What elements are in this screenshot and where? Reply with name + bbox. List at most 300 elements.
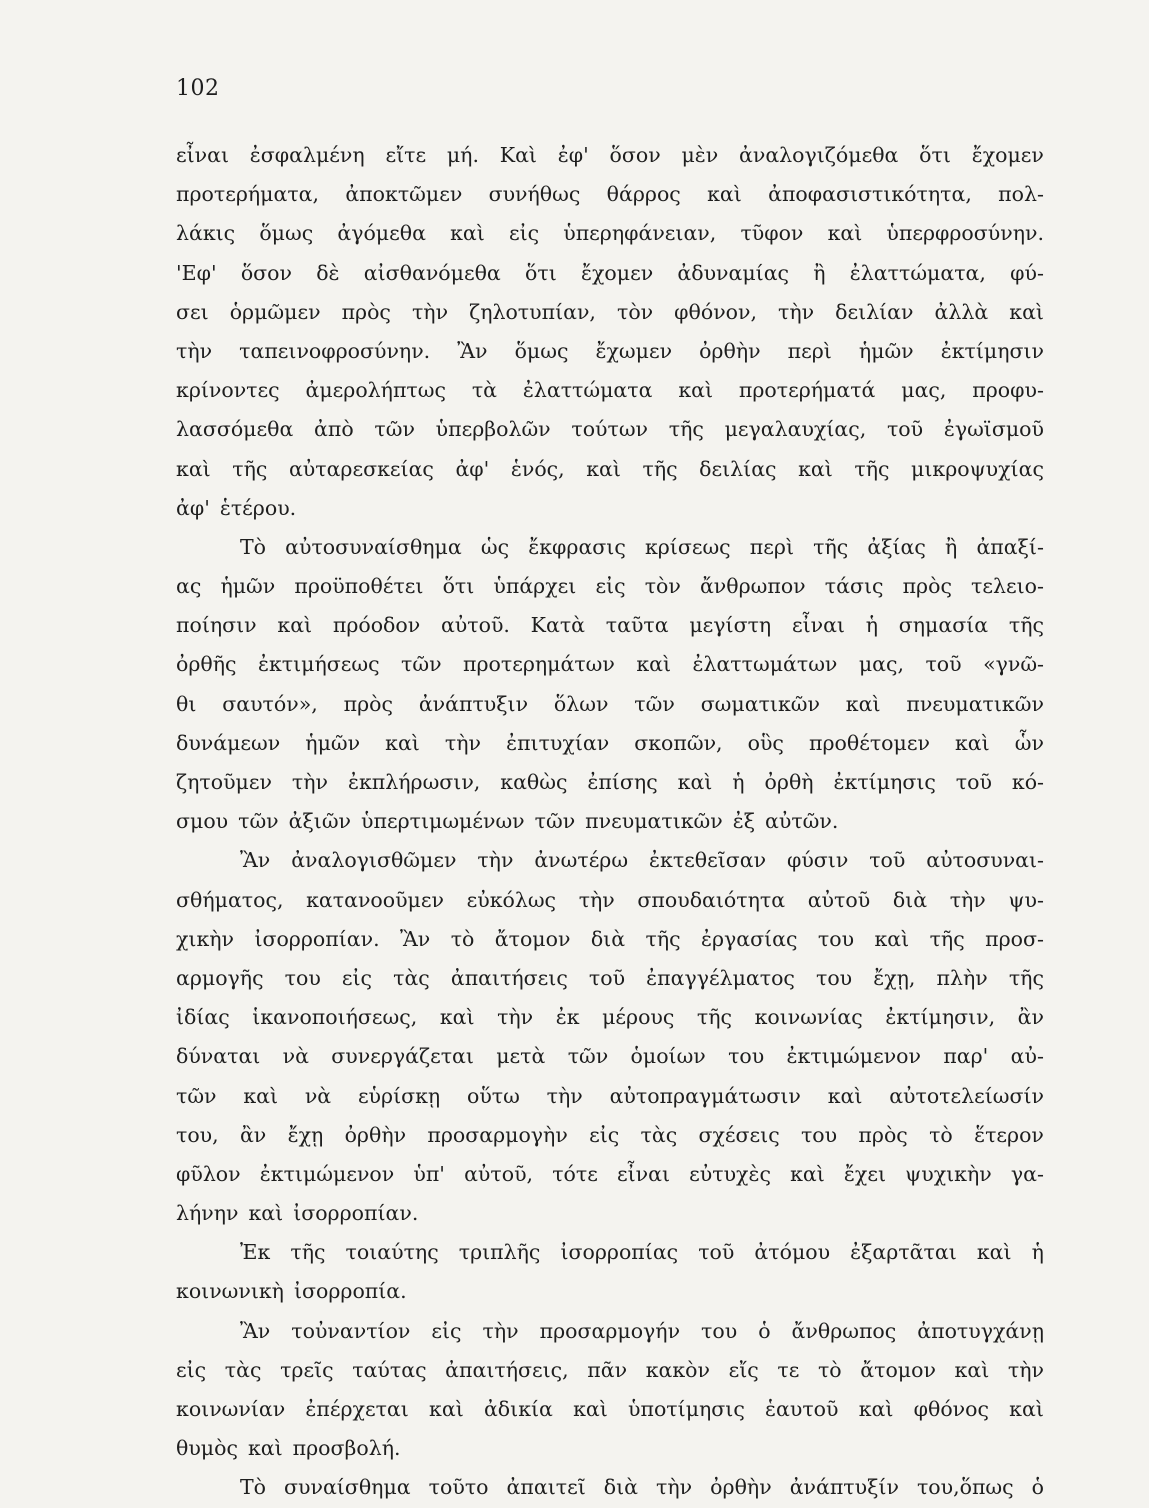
text-line (176, 1429, 1044, 1468)
page-number: 102 (176, 76, 220, 101)
word: ἔχομεν (580, 260, 654, 285)
word: τὴν (176, 338, 213, 363)
word: τὸ (929, 1122, 953, 1147)
word: γα- (1010, 1161, 1044, 1186)
word: τὸ (817, 1357, 842, 1382)
word: καὶ (176, 456, 211, 481)
text-line (176, 685, 1044, 724)
word: ἡμῶν (858, 338, 914, 363)
word: καὶ (247, 1436, 283, 1461)
word: συνήθως (488, 182, 581, 207)
text-line (176, 175, 1044, 214)
word: δειλίαν (835, 299, 914, 324)
text-line (176, 567, 1044, 606)
word: ἔχει (843, 1161, 887, 1186)
word: φθόνον, (674, 299, 757, 324)
word: μικροψυχίας (911, 456, 1044, 481)
word: ἐκτίμησις (833, 770, 936, 794)
word: τὸν (644, 574, 681, 599)
word: πλὴν (936, 965, 988, 990)
word: φῦλον (176, 1161, 241, 1186)
word: τὰς (224, 1357, 262, 1382)
word: τῆς (645, 926, 681, 951)
word: ἐπέρχεται (305, 1397, 409, 1421)
word: τῆς (290, 1240, 326, 1265)
word: τριπλῆς (458, 1240, 541, 1265)
word: ἐργασίας (701, 926, 798, 951)
text-line (176, 1155, 1044, 1194)
word: πρὸς (341, 299, 391, 324)
word: καὶ (954, 1357, 990, 1382)
word: ἐκτίμησιν, (885, 1005, 996, 1030)
word: αὐτοῦ (807, 887, 871, 912)
word: δυνάμεων (176, 730, 281, 755)
text-line (176, 528, 1044, 567)
word: ἡ (732, 770, 745, 794)
word: νὰ (304, 1083, 332, 1108)
word: αρμογῆς (176, 965, 264, 990)
word: κό- (1011, 770, 1044, 794)
word: εἴς (728, 1357, 759, 1382)
word: καὶ (954, 730, 990, 755)
word: ἐλαττωμάτων (692, 652, 838, 677)
word: φθόνος (913, 1397, 989, 1421)
word: θάρρος (606, 182, 681, 207)
word: εἰς (589, 1122, 620, 1147)
word: εἰς (341, 965, 373, 990)
word: ἐκτιμήσεως (257, 652, 380, 677)
word: σπουδαιότητα (637, 887, 786, 912)
word: εὐτυχὲς (689, 1161, 771, 1186)
word: τῶν (176, 1083, 217, 1108)
word: ὁ (1031, 1475, 1044, 1500)
word: ἐσφαλμένη (249, 143, 365, 167)
word: του, (176, 1122, 219, 1147)
word: τοῦτο (428, 1475, 489, 1500)
word: προθέτομεν (808, 730, 930, 755)
word: τὴν (497, 1005, 534, 1030)
word: «γνῶ- (983, 652, 1044, 677)
word: αὐτοτελείωσίν (889, 1083, 1044, 1108)
word: παρ' (943, 1044, 989, 1069)
word: κατανοοῦμεν (306, 887, 444, 912)
word: συνεργάζεται (331, 1044, 474, 1069)
text-line (176, 1390, 1044, 1429)
word: τῶν (534, 809, 576, 834)
word: προτερημάτων (463, 652, 615, 677)
word: συναίσθημα (284, 1475, 411, 1500)
word: αἰσθανόμεθα (363, 260, 501, 285)
word: Τὸ (240, 534, 267, 559)
word: τῶν (401, 652, 442, 677)
text-line (176, 1077, 1044, 1116)
word: ἐλαττώματα, (849, 260, 986, 285)
word: τὴν (411, 299, 449, 324)
text-line (176, 998, 1044, 1037)
word: ἕτερον (974, 1122, 1044, 1147)
word: οὓς (747, 730, 784, 755)
word: ἀνωτέρω (534, 848, 629, 873)
word: μὲν (681, 143, 719, 167)
word: ἐκτιμώμενον (259, 1161, 395, 1186)
word: ὅτι (919, 143, 951, 167)
word: ἔχομεν (971, 143, 1044, 167)
word: ἐκτιμώμενον (786, 1044, 921, 1069)
word: ψυ- (1008, 887, 1044, 912)
word: ὀρθὴν (344, 1122, 407, 1147)
text-line (176, 450, 1044, 489)
word: Ἂν (240, 1318, 271, 1343)
word: καὶ (439, 1005, 475, 1030)
text-line (176, 959, 1044, 998)
word: καὶ (677, 770, 713, 794)
word: ἰδίας (176, 1005, 230, 1030)
word: ἡμῶν (220, 574, 276, 599)
word: καὶ (678, 378, 714, 403)
word: ἄνθρωπος (791, 1318, 897, 1343)
word: θι (176, 691, 197, 716)
word: ὀρθῆς (176, 652, 237, 677)
word: ἀδικία (483, 1397, 553, 1421)
word: τρεῖς (280, 1357, 334, 1382)
word: Ἂν (400, 926, 431, 951)
word: ὑποτίμησις (628, 1397, 745, 1421)
text-line (176, 371, 1044, 410)
word: τε (777, 1357, 800, 1382)
word: περὶ (749, 534, 794, 559)
word: μέρους (602, 1005, 675, 1030)
word: ὡς (480, 534, 510, 559)
word: ἀποτυγχάνῃ (917, 1318, 1044, 1343)
text-line (176, 410, 1044, 449)
word: προφυ- (972, 378, 1044, 403)
word: σωματικῶν (700, 691, 820, 716)
word: Τὸ (240, 1475, 267, 1500)
word: σθήματος, (176, 887, 284, 912)
word: μας, (901, 378, 947, 403)
word: ὅτι (442, 574, 475, 599)
word: ἑτέρου. (219, 495, 297, 520)
text-line (176, 1116, 1044, 1155)
word: του (701, 1318, 738, 1343)
word: φύ- (1010, 260, 1044, 285)
word: ταύτας (352, 1357, 427, 1382)
text-line (176, 645, 1044, 684)
word: καὶ (827, 221, 863, 246)
word: Ἂν (240, 848, 271, 873)
word: τῶν (567, 1044, 609, 1069)
word: τῆς (813, 534, 849, 559)
word: του (815, 965, 853, 990)
text-line (176, 802, 1044, 841)
word: ἔχῃ (287, 1122, 324, 1147)
word: μετὰ (496, 1044, 546, 1069)
word: ἀτόμου (754, 1240, 831, 1265)
text-line (176, 1468, 1044, 1507)
word: ὅτι (525, 260, 557, 285)
word: τὰς (640, 1122, 678, 1147)
word: ὑπερβολῶν (435, 417, 551, 442)
word: ἀποφασιστικότητα, (768, 182, 972, 207)
word: σαυτόν», (222, 691, 318, 716)
word: ταῦτα (605, 613, 669, 638)
word: ὅλων (553, 691, 609, 716)
word: ας (176, 574, 202, 599)
word: τὸν (616, 299, 654, 324)
word: τῦφον (740, 221, 804, 246)
word: κοινωνίαν (176, 1397, 286, 1421)
word: Ἂν (457, 338, 488, 363)
word: καὶ (1009, 1397, 1044, 1421)
word: του,ὅπως (916, 1475, 1014, 1500)
word: ἀμερολήπτως (305, 378, 446, 403)
word: τούτων (571, 417, 649, 442)
word: αὐτοῦ, (464, 1161, 534, 1186)
word: του (284, 965, 321, 990)
word: ἔχωμεν (595, 338, 673, 363)
word: ἂν (239, 1122, 267, 1147)
word: Ἐκ (240, 1240, 271, 1265)
word: κρίσεως (644, 534, 731, 559)
word: τὸ (450, 926, 475, 951)
body-text (176, 136, 1044, 1508)
word: ἐξαρτᾶται (850, 1240, 957, 1265)
word: καὶ (243, 1083, 279, 1108)
word: σμου (176, 809, 229, 834)
text-line (176, 1312, 1044, 1351)
word: καὶ (277, 613, 313, 638)
word: ἀναλογισθῶμεν (291, 848, 457, 873)
word: εἰς (176, 1357, 207, 1382)
word: κοινωνίας (754, 1005, 863, 1030)
word: τοῦ (955, 770, 992, 794)
word: προϋποθέτει (294, 574, 424, 599)
word: τῆς (854, 456, 890, 481)
word: εἴτε (385, 143, 427, 167)
word: ἄτομον (494, 926, 571, 951)
word: εἰς (595, 574, 626, 599)
text-line (176, 1351, 1044, 1390)
word: ποίησιν (176, 613, 257, 638)
word: πρὸς (343, 691, 393, 716)
word: εἰς (508, 221, 540, 246)
word: ἀφ' (176, 495, 210, 520)
word: ἀγόμεθα (337, 221, 426, 246)
word: τὴν (477, 848, 514, 873)
word: τῆς (642, 456, 678, 481)
word: τοὐναντίον (291, 1318, 411, 1343)
word: πᾶν (587, 1357, 628, 1382)
word: ἀνάπτυξίν (789, 1475, 899, 1500)
word: ζηλοτυπίαν, (469, 299, 596, 324)
word: του (817, 926, 855, 951)
text-line (176, 254, 1044, 293)
word: καὶ (450, 221, 485, 246)
word: λάκις (176, 221, 236, 246)
word: χικὴν (176, 926, 235, 951)
word: ἐπιτυχίαν (506, 730, 610, 755)
word: τὴν (482, 1318, 519, 1343)
word: ἱκανοποιήσεως, (252, 1005, 418, 1030)
word: φύσιν (786, 848, 849, 873)
text-line (176, 1194, 1044, 1233)
word: ἐκ (555, 1005, 580, 1030)
word: ἐκτίμησιν (940, 338, 1044, 363)
word: του (800, 1122, 838, 1147)
word: καὶ (976, 1240, 1012, 1265)
word: προσβολή. (292, 1436, 401, 1461)
word: πνευματικῶν (906, 691, 1044, 716)
text-line (176, 1233, 1044, 1272)
word: τὰ (471, 378, 497, 403)
word: ψυχικὴν (905, 1161, 992, 1186)
text-line (176, 920, 1044, 959)
word: ἄτομον (860, 1357, 936, 1382)
word: δύναται (176, 1044, 261, 1069)
word: αὐτοσυναι- (926, 848, 1044, 873)
word: ὑπερηφάνειαν, (563, 221, 717, 246)
word: διὰ (590, 926, 626, 951)
word: καὶ (798, 456, 833, 481)
word: ἐκπλήρωσιν, (347, 770, 481, 794)
word: ἔχῃ, (873, 965, 916, 990)
word: ἐγωϊσμοῦ (943, 417, 1044, 442)
word: ἔκφρασις (528, 534, 626, 559)
text-line (176, 881, 1044, 920)
word: τῆς (929, 926, 965, 951)
word: καὶ (858, 1397, 894, 1421)
word: πνευματικῶν (585, 809, 723, 834)
text-line (176, 841, 1044, 880)
word: σει (176, 299, 209, 324)
word: ὁμοίων (630, 1044, 706, 1069)
word: αὐτοῦ. (440, 613, 510, 638)
word: τὴν (656, 1475, 693, 1500)
word: ὑπερτιμωμένων (361, 809, 525, 834)
text-line (176, 763, 1044, 802)
word: αὐτοπραγμάτωσιν (609, 1083, 801, 1108)
word: πρὸς (858, 1122, 908, 1147)
word: καὶ (1009, 299, 1044, 324)
word: ὀρθὴν (710, 1475, 772, 1500)
word: ἡμῶν (305, 730, 361, 755)
word: ἀπαιτήσεις (450, 965, 568, 990)
word: καὶ (707, 182, 742, 207)
word: σημασία (898, 613, 989, 638)
word: μεγαλαυχίας, (724, 417, 867, 442)
word: καὶ (573, 1397, 608, 1421)
text-line (176, 489, 1044, 528)
word: ἰσορροπία. (293, 1279, 407, 1304)
word: τῶν (238, 809, 279, 834)
word: ἀξιῶν (288, 809, 352, 834)
word: τοῦ (925, 652, 962, 677)
word: τῆς (668, 417, 704, 442)
word: ὑπάρχει (493, 574, 577, 599)
word: κοινωνικὴ (176, 1279, 284, 1304)
word: ἀνάπτυξιν (418, 691, 529, 716)
word: καὶ (874, 926, 910, 951)
word: τῆς (1008, 965, 1044, 990)
text-line (176, 332, 1044, 371)
word: αὐταρεσκείας (288, 456, 434, 481)
word: οὕτω (467, 1083, 520, 1108)
word: εἶναι (791, 613, 845, 638)
word: τὴν (444, 730, 482, 755)
word: ἰσορροπίαν. (293, 1201, 419, 1226)
word: ὧν (1014, 730, 1044, 755)
word: τοῦ (886, 417, 924, 442)
word: τοῦ (588, 965, 626, 990)
word: ἑνός, (510, 456, 565, 481)
word: προσαρμογήν (539, 1318, 681, 1343)
word: τὴν (291, 770, 328, 794)
word: ἀναλογιζόμεθα (739, 143, 899, 167)
word: τὴν (949, 887, 986, 912)
word: αὐτοσυναίσθημα (285, 534, 462, 559)
word: τοῦ (869, 848, 906, 873)
word: θυμὸς (176, 1436, 238, 1461)
word: ἀπαιτεῖ (506, 1475, 586, 1500)
word: εὐκόλως (466, 887, 557, 912)
word: ζητοῦμεν (176, 770, 272, 794)
word: αὐ- (1010, 1044, 1044, 1069)
word: τῆς (232, 456, 268, 481)
word: μας, (858, 652, 905, 677)
word: πολ- (998, 182, 1044, 207)
word: ἀφ' (455, 456, 490, 481)
word: ἀπαξί- (976, 534, 1044, 559)
word: ὑπ' (413, 1161, 445, 1186)
word: τὴν (1007, 1357, 1044, 1382)
word: διὰ (892, 887, 928, 912)
word: ταπεινοφροσύνην. (239, 338, 431, 363)
word: διὰ (603, 1475, 639, 1500)
word: ὅσον (240, 260, 292, 285)
word: καὶ (586, 456, 621, 481)
word: τῆς (696, 1005, 733, 1030)
word: τῆς (1008, 613, 1044, 638)
word: Καὶ (499, 143, 537, 167)
text-line (176, 606, 1044, 645)
word: τὴν (546, 1083, 583, 1108)
word: ὁρμῶμεν (229, 299, 321, 324)
word: κακὸν (645, 1357, 710, 1382)
word: ἂν (1017, 1005, 1044, 1030)
word: τῶν (374, 417, 415, 442)
word: ὀρθὴ (764, 770, 814, 794)
word: δειλίας (699, 456, 777, 481)
word: ἢ (813, 260, 826, 285)
word: τὴν (778, 299, 815, 324)
word: μή. (446, 143, 479, 167)
word: ἐφ' (557, 143, 589, 167)
word: τοῦ (698, 1240, 735, 1265)
word: ἰσορροπίαν. (254, 926, 380, 951)
word: ὁ (758, 1318, 771, 1343)
word: κρίνοντες (176, 378, 280, 403)
word: δὲ (316, 260, 340, 285)
word: νὰ (282, 1044, 309, 1069)
word: εἶναι (176, 143, 230, 167)
word: 'Εφ' (176, 260, 217, 285)
word: μεγίστη (689, 613, 772, 638)
word: αὐτῶν. (765, 809, 839, 834)
word: ἀδυναμίας (677, 260, 790, 285)
word: ὅσον (609, 143, 661, 167)
word: προσ- (985, 926, 1044, 951)
word: ἄνθρωπον (699, 574, 806, 599)
